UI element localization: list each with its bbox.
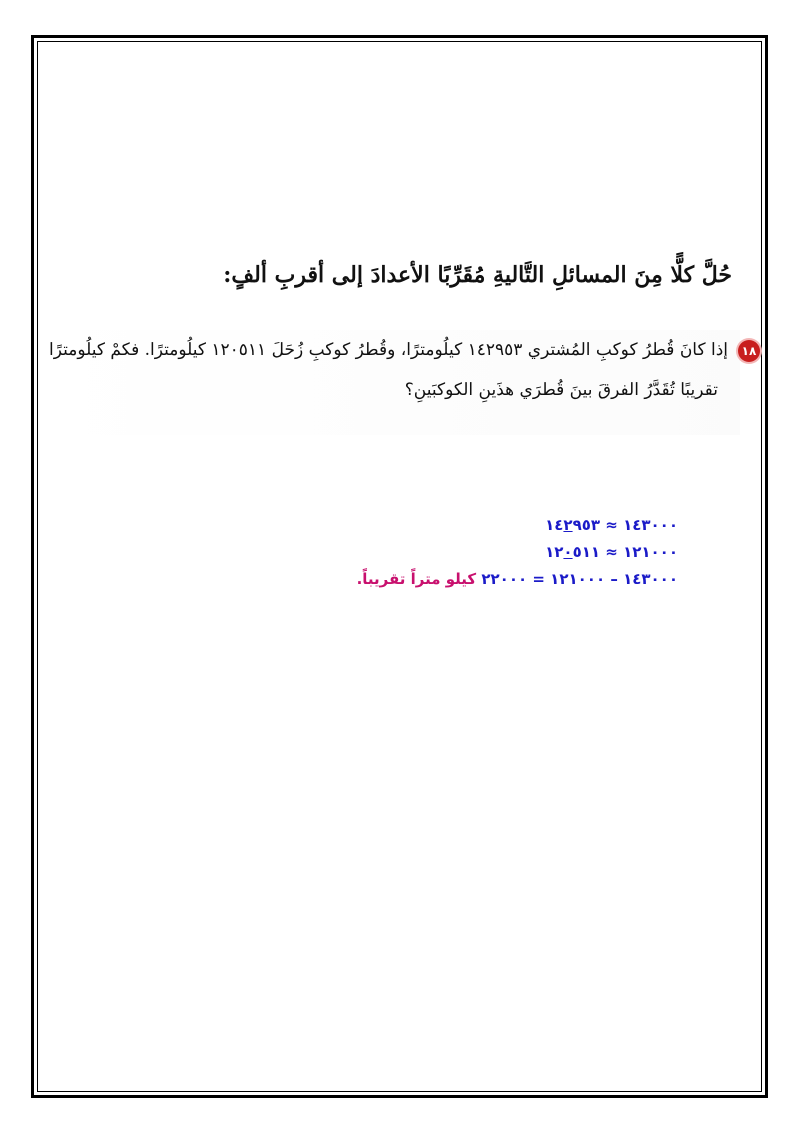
exercise-heading: حُلَّ كلًّا مِنَ المسائلِ التَّاليةِ مُقَرِّبًا الأعدادَ إلى أقربِ ألفٍ: xyxy=(223,262,732,288)
solution-line-2: ١٢١٠٠٠ ≈ ١٢٠٥١١ xyxy=(545,543,678,561)
answer-unit: كيلو متراً تقريباً. xyxy=(356,570,477,588)
problem-line-2: تقريبًا تُقَدَّرُ الفرقَ بينَ قُطرَي هذَينِ الكوكبَينِ؟ xyxy=(404,380,718,400)
problem-block xyxy=(40,330,760,410)
solution-line-1: ١٤٣٠٠٠ ≈ ١٤٢٩٥٣ xyxy=(545,516,678,534)
solution-line-3: ١٤٣٠٠٠ – ١٢١٠٠٠ = ٢٢٠٠٠ كيلو متراً تقريباً. xyxy=(356,570,678,588)
rounding-digit-underlined: ٢ xyxy=(563,516,573,534)
rounding-digit-underlined: ٠ xyxy=(563,543,573,561)
problem-line-1 xyxy=(40,330,760,370)
problem-number-badge: ١٨ xyxy=(738,340,760,362)
solution-block xyxy=(118,512,678,593)
problem-text-1: إذا كانَ قُطرُ كوكبِ المُشتري ١٤٢٩٥٣ كيلُومترًا، وقُطرُ كوكبِ زُحَلَ ١٢٠٥١١ كيلُومترًا. فكمْ كيلُومترًا xyxy=(48,340,728,360)
